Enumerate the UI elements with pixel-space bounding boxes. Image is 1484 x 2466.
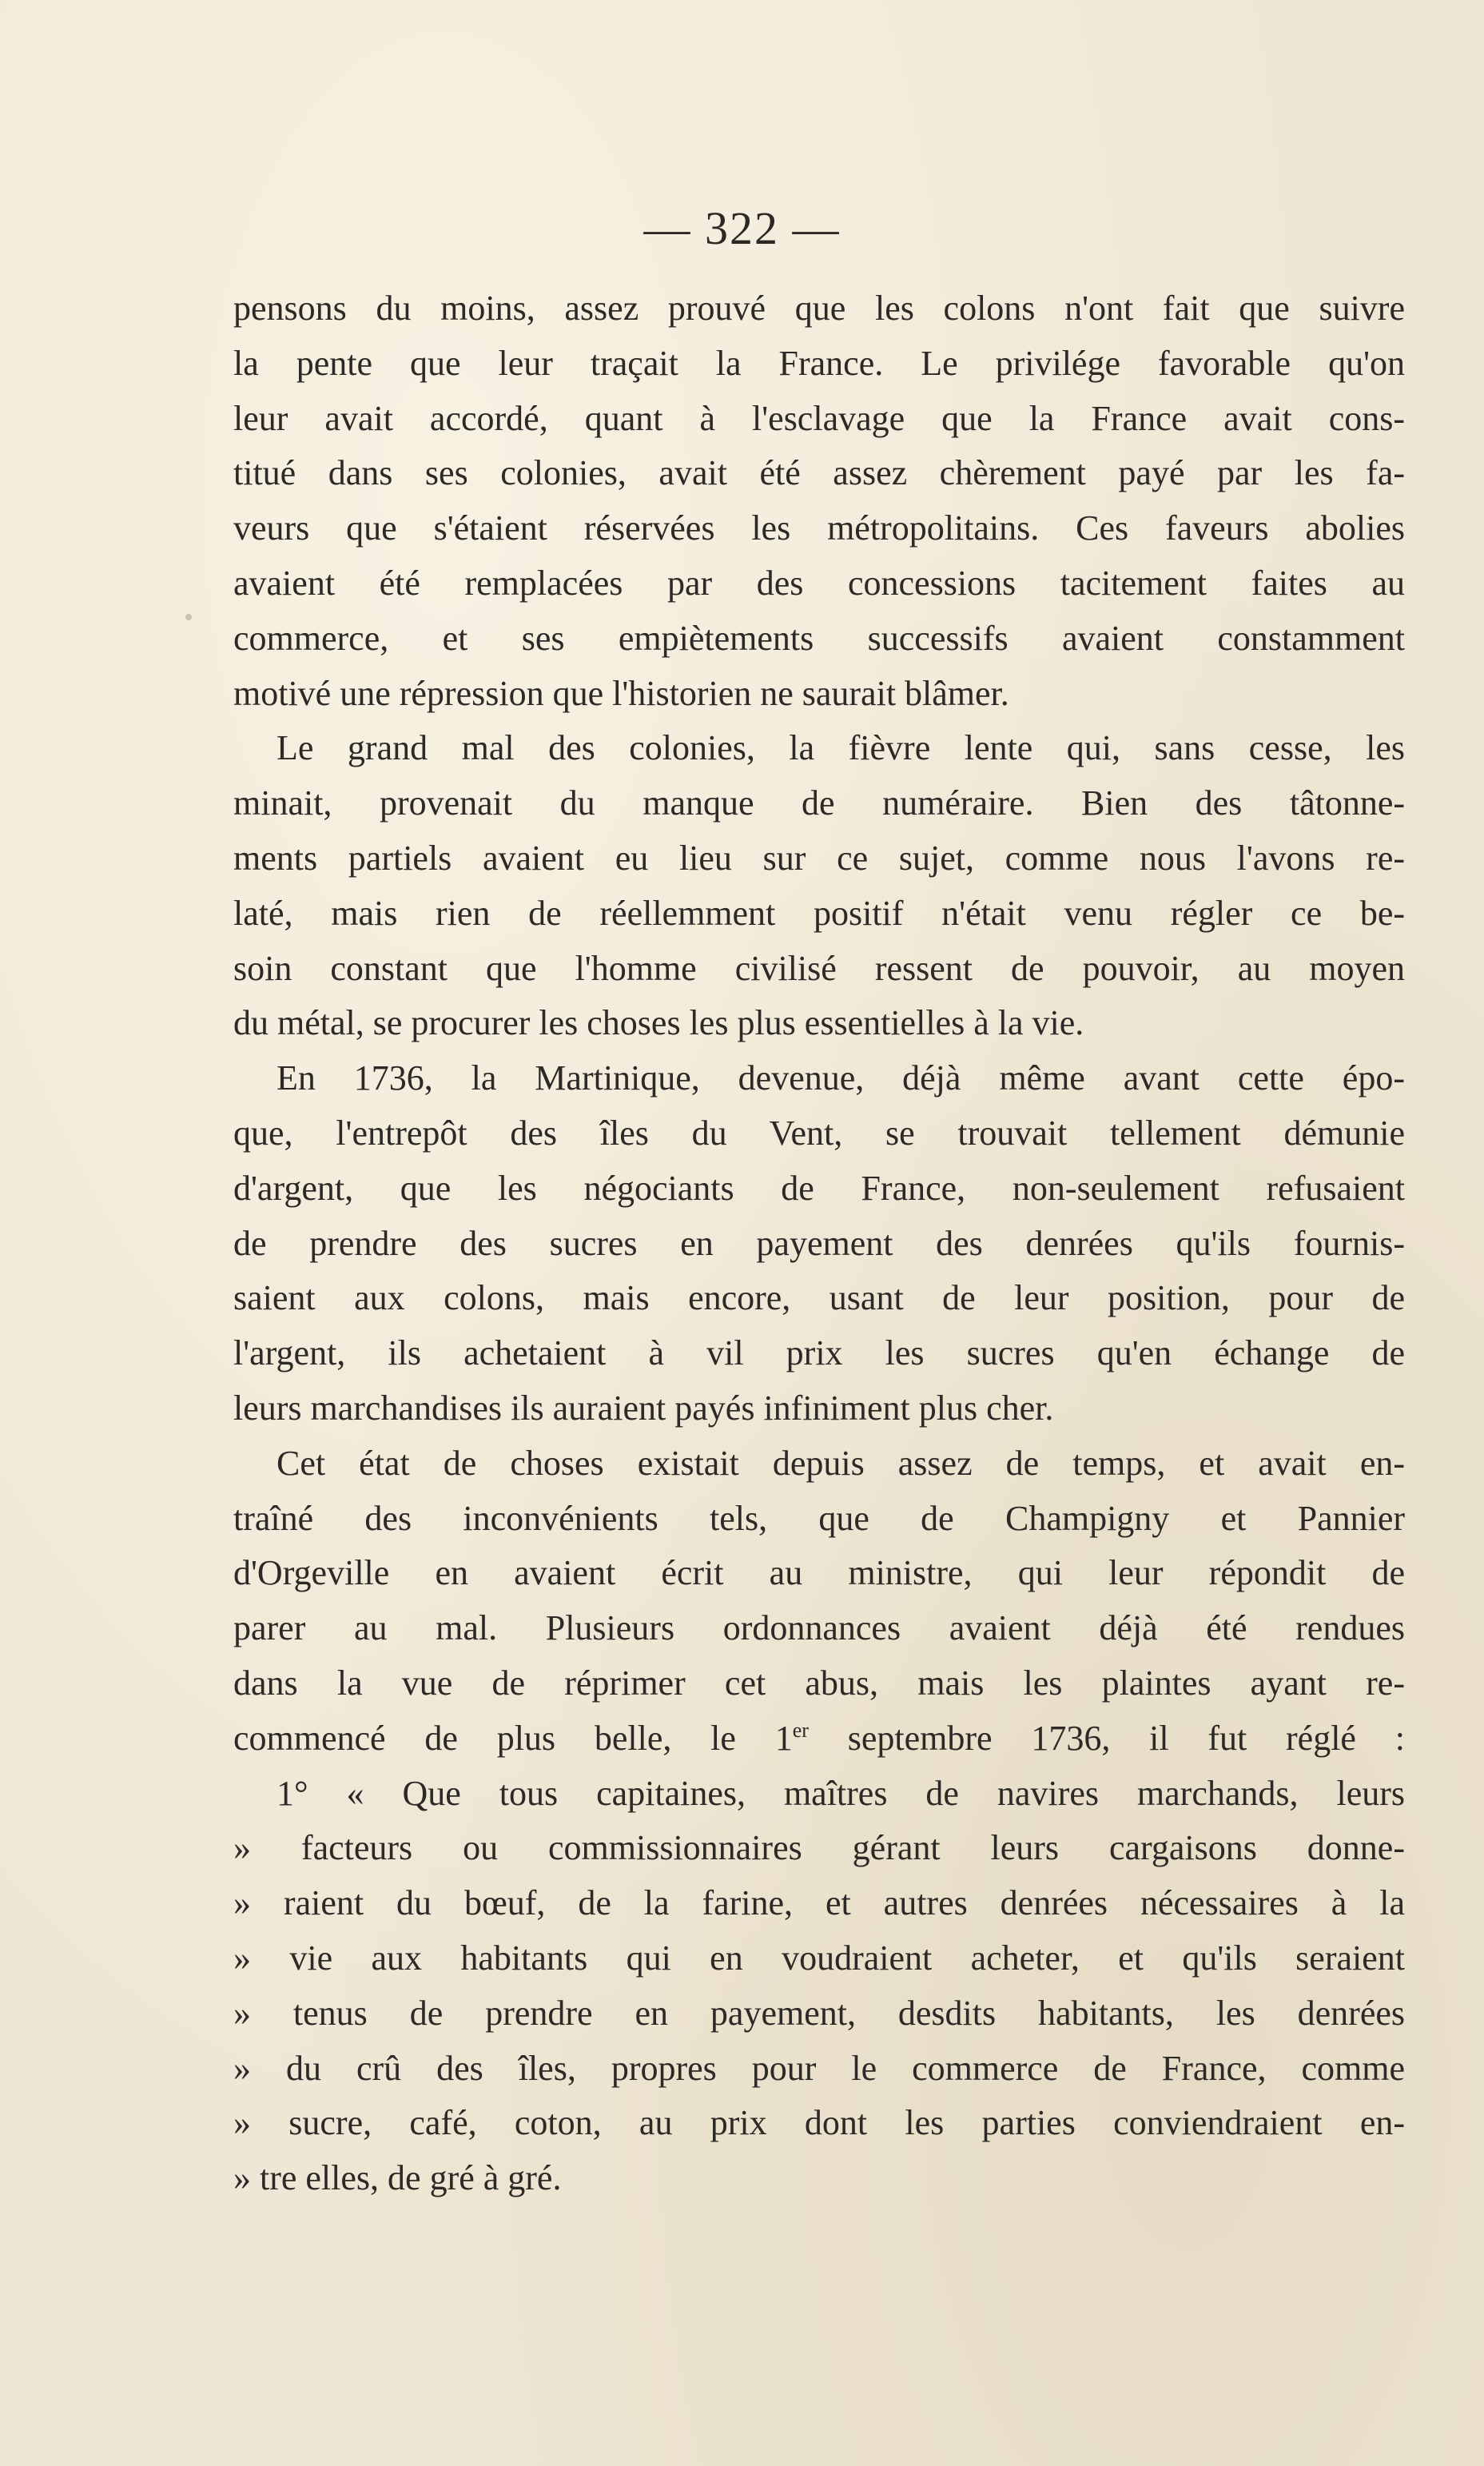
text-segment: septembre 1736, il fut réglé : xyxy=(808,1718,1405,1758)
text-line: Le grand mal des colonies, la fièvre lente qui, sans cesse, les xyxy=(277,728,1405,768)
text-line: traîné des inconvénients tels, que de Champigny et Pannier xyxy=(233,1498,1405,1538)
text-line: soin constant que l'homme civilisé ressent de pouvoir, au moyen xyxy=(233,948,1405,988)
text-line: saient aux colons, mais encore, usant de leur position, pour de xyxy=(233,1278,1405,1318)
text-line: leur avait accordé, quant à l'esclavage que la France avait cons- xyxy=(233,398,1405,438)
text-line: laté, mais rien de réellemment positif n'était venu régler ce be- xyxy=(233,893,1405,933)
text-line: commerce, et ses empiètements successifs avaient constamment xyxy=(233,618,1405,658)
quote-line: » tenus de prendre en payement, desdits habitants, les denrées xyxy=(233,1993,1405,2033)
text-line: titué dans ses colonies, avait été assez chèrement payé par les fa- xyxy=(233,453,1405,493)
text-line: motivé une répression que l'historien ne saurait blâmer. xyxy=(233,673,1009,713)
text-line: la pente que leur traçait la France. Le privilége favorable qu'on xyxy=(233,343,1405,383)
text-line: que, l'entrepôt des îles du Vent, se trouvait tellement démunie xyxy=(233,1113,1405,1153)
quote-line: » facteurs ou commissionnaires gérant leurs cargaisons donne- xyxy=(233,1828,1405,1868)
superscript-er: er xyxy=(792,1718,809,1742)
text-segment: commencé de plus belle, le 1 xyxy=(233,1718,793,1758)
text-line: veurs que s'étaient réservées les métropolitains. Ces faveurs abolies xyxy=(233,508,1405,548)
text-line: minait, provenait du manque de numéraire. Bien des tâtonne- xyxy=(233,783,1405,823)
quote-line: 1° « Que tous capitaines, maîtres de navires marchands, leurs xyxy=(277,1773,1405,1813)
quote-line: » raient du bœuf, de la farine, et autres denrées nécessaires à la xyxy=(233,1883,1405,1923)
page-number: — 322 — xyxy=(643,202,841,254)
text-line: avaient été remplacées par des concessions tacitement faites au xyxy=(233,563,1405,603)
text-line: En 1736, la Martinique, devenue, déjà même avant cette épo- xyxy=(277,1058,1405,1098)
quote-line: » sucre, café, coton, au prix dont les parties conviendraient en- xyxy=(233,2103,1405,2143)
text-line: l'argent, ils achetaient à vil prix les sucres qu'en échange de xyxy=(233,1333,1405,1373)
quote-line: » tre elles, de gré à gré. xyxy=(233,2158,562,2198)
text-line: pensons du moins, assez prouvé que les colons n'ont fait que suivre xyxy=(233,289,1405,328)
text-line: de prendre des sucres en payement des denrées qu'ils fournis- xyxy=(233,1223,1405,1263)
quote-line: » du crû des îles, propres pour le commerce de France, comme xyxy=(233,2048,1405,2088)
text-line: leurs marchandises ils auraient payés infiniment plus cher. xyxy=(233,1388,1054,1428)
body-text xyxy=(233,281,1405,2206)
text-line: ments partiels avaient eu lieu sur ce sujet, comme nous l'avons re- xyxy=(233,838,1405,878)
text-line: dans la vue de réprimer cet abus, mais les plaintes ayant re- xyxy=(233,1663,1405,1703)
quote-line: » vie aux habitants qui en voudraient acheter, et qu'ils seraient xyxy=(233,1938,1405,1978)
ink-mark xyxy=(185,614,192,620)
text-line: d'Orgeville en avaient écrit au ministre, qui leur répondit de xyxy=(233,1553,1405,1593)
text-line: Cet état de choses existait depuis assez de temps, et avait en- xyxy=(277,1443,1405,1483)
text-line-with-superscript xyxy=(233,1711,1405,1767)
text-line: d'argent, que les négociants de France, non-seulement refusaient xyxy=(233,1168,1405,1208)
text-line: parer au mal. Plusieurs ordonnances avaient déjà été rendues xyxy=(233,1608,1405,1648)
text-line: du métal, se procurer les choses les plus essentielles à la vie. xyxy=(233,1003,1084,1043)
